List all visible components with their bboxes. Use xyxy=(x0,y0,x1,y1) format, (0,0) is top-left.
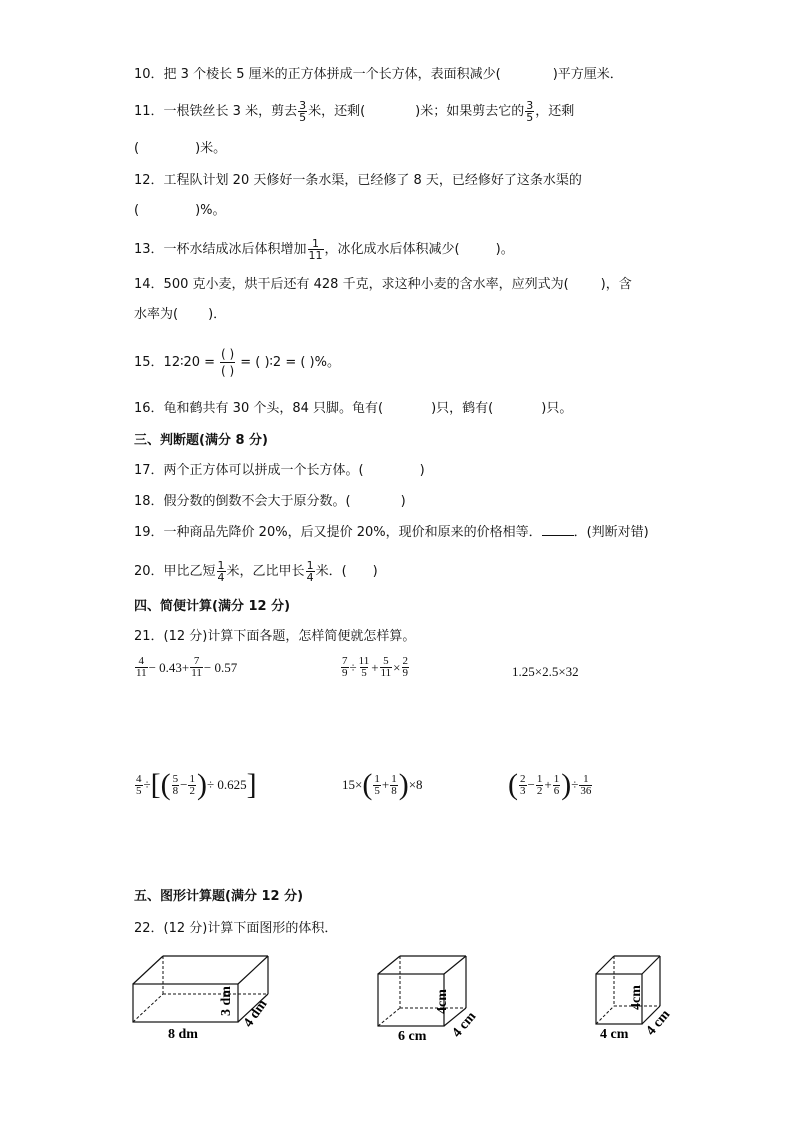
width-label: 4 cm xyxy=(643,1007,674,1039)
fraction: $\frac{2}{9}$ xyxy=(402,655,409,679)
expression-6: ( $\frac{2}{3}$ − $\frac{1}{2}$ + $\frac{1}{6}$ ) ÷ $\frac{1}{36}$ xyxy=(508,768,592,801)
fraction: $\frac{11}{5}$ xyxy=(358,655,370,679)
expression-1: $\frac{4}{11}$ − 0.43+ $\frac{7}{11}$ − 0.57 xyxy=(136,655,238,679)
fraction: $\frac{5}{8}$ xyxy=(172,772,179,797)
question-21: 21．(12 分)计算下面各题，怎样简便就怎样算。 xyxy=(134,629,416,644)
fraction: $\frac{2}{3}$ xyxy=(520,772,526,797)
fraction-blank: $\frac{( )}{( )}$ xyxy=(221,347,235,378)
question-14-line2: 水率为( )． xyxy=(134,307,227,322)
fraction: $\frac{1}{6}$ xyxy=(553,772,560,797)
fraction: $\frac{1}{4}$ xyxy=(306,559,314,584)
answer-blank[interactable] xyxy=(542,525,574,536)
length-label: 4 cm xyxy=(600,1027,629,1042)
fraction: $\frac{7}{11}$ xyxy=(191,655,202,679)
question-11-line2: ( )米。 xyxy=(134,141,227,156)
fraction: $\frac{3}{5}$ xyxy=(526,99,534,124)
section-5-heading: 五、图形计算题(满分 12 分) xyxy=(134,889,304,904)
fraction: $\frac{1}{8}$ xyxy=(391,772,397,797)
length-label: 6 cm xyxy=(398,1029,427,1044)
question-15: 15． 12∶20 = $\frac{( )}{( )}$ = ( )∶2 = ( )%。 xyxy=(134,347,340,378)
question-12: 12．工程队计划 20 天修好一条水渠，已经修了 8 天，已经修好了这条水渠的 xyxy=(134,173,582,188)
fraction: $\frac{1}{4}$ xyxy=(217,559,225,584)
question-19: 19．一种商品先降价 20%，后又提价 20%，现价和原来的价格相等． ．(判断对错) xyxy=(134,525,649,540)
cube-figure-3 xyxy=(590,948,690,1044)
question-11: 11．一根铁丝长 3 米，剪去 $\frac{3}{5}$ 米，还剩( )米；如果剪去它的 $\frac{3}{5}$ ，还剩 xyxy=(134,99,575,124)
fraction: $\frac{1}{36}$ xyxy=(580,772,592,797)
fraction: $\frac{7}{9}$ xyxy=(342,655,348,679)
height-label: 4cm xyxy=(435,989,450,1014)
expression-4: $\frac{4}{5}$ ÷ [ ( $\frac{5}{8}$ − $\frac{1}{2}$ ) ÷ 0.625 ] xyxy=(136,768,257,801)
section-3-heading: 三、判断题(满分 8 分) xyxy=(134,433,268,448)
question-16: 16．龟和鹤共有 30 个头，84 只脚。龟有( )只，鹤有( )只。 xyxy=(134,401,573,416)
width-label: 4 cm xyxy=(449,1009,480,1041)
question-17: 17．两个正方体可以拼成一个长方体。( ) xyxy=(134,463,425,478)
expression-3: 1.25×2.5×32 xyxy=(512,664,579,679)
section-4-heading: 四、简便计算(满分 12 分) xyxy=(134,599,291,614)
question-14: 14．500 克小麦，烘干后还有 428 千克，求这种小麦的含水率，应列式为( )，含 xyxy=(134,277,632,292)
question-12-line2: ( )%。 xyxy=(134,203,226,218)
question-20: 20．甲比乙短 $\frac{1}{4}$ 米，乙比甲长 $\frac{1}{4}$ 米．( ) xyxy=(134,559,378,584)
fraction: $\frac{1}{11}$ xyxy=(308,237,323,262)
fraction: $\frac{1}{2}$ xyxy=(536,772,543,797)
cuboid-figure-2 xyxy=(370,948,500,1044)
length-label: 8 dm xyxy=(168,1027,198,1042)
fraction: $\frac{5}{11}$ xyxy=(380,655,392,679)
fraction: $\frac{4}{11}$ xyxy=(136,655,147,679)
question-22: 22．(12 分)计算下面图形的体积． xyxy=(134,921,338,936)
height-label: 4cm xyxy=(629,985,644,1010)
question-18: 18．假分数的倒数不会大于原分数。( ) xyxy=(134,494,406,509)
expression-5: 15× ( $\frac{1}{5}$ + $\frac{1}{8}$ ) ×8 xyxy=(342,768,423,801)
fraction: $\frac{1}{5}$ xyxy=(374,772,380,797)
question-10: 10．把 3 个棱长 5 厘米的正方体拼成一个长方体，表面积减少( )平方厘米． xyxy=(134,67,623,82)
height-label: 3 dm xyxy=(219,986,234,1016)
expression-2: $\frac{7}{9}$ ÷ $\frac{11}{5}$ + $\frac{5}{11}$ × $\frac{2}{9}$ xyxy=(342,655,409,679)
fraction: $\frac{4}{5}$ xyxy=(136,772,142,797)
question-13: 13．一杯水结成冰后体积增加 $\frac{1}{11}$ ，冰化成水后体积减少( )。 xyxy=(134,237,514,262)
fraction: $\frac{1}{2}$ xyxy=(189,772,195,797)
fraction: $\frac{3}{5}$ xyxy=(299,99,307,124)
cuboid-figure-1 xyxy=(128,948,288,1044)
width-label: 4 dm xyxy=(240,997,271,1031)
